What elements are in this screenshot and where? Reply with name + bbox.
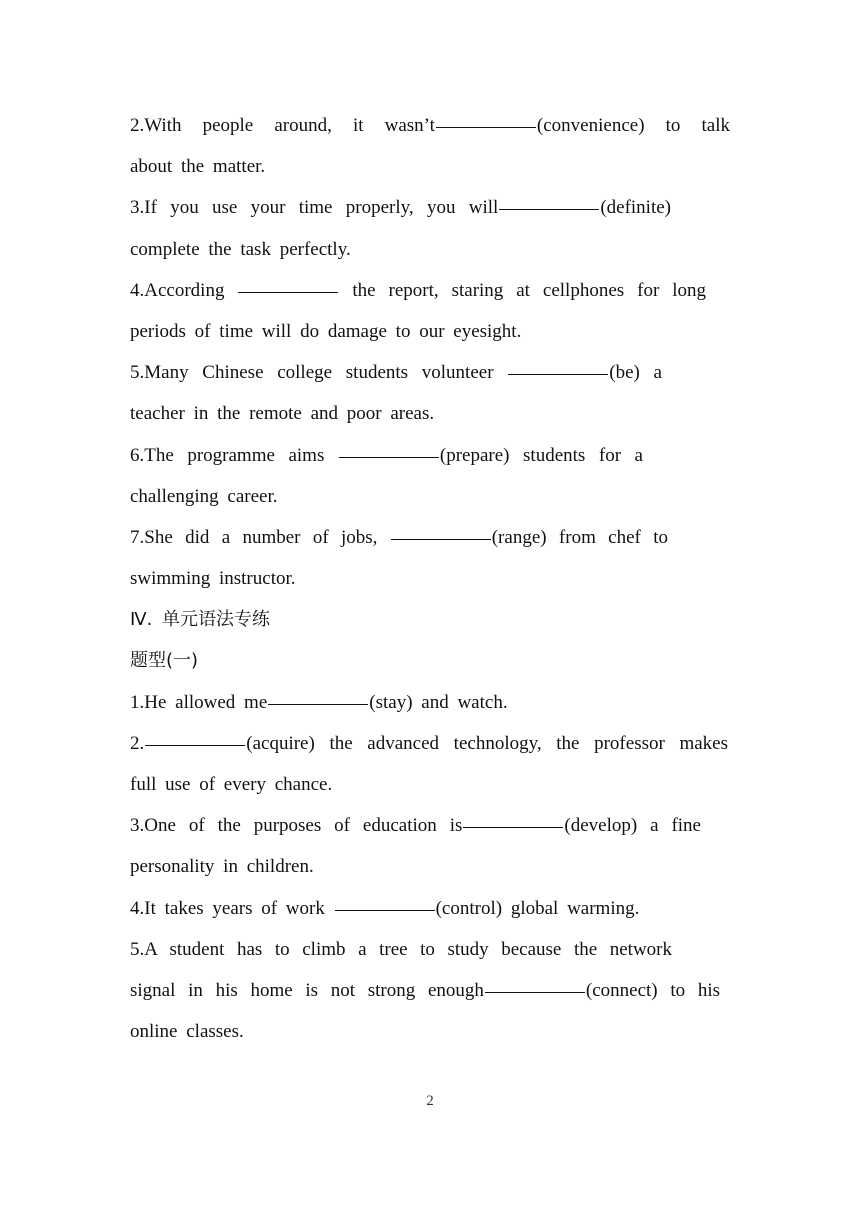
page-number: 2 [426, 1093, 434, 1109]
exercise-line: teacher in the remote and poor areas. [130, 403, 435, 425]
exercise-line: online classes. [130, 1021, 244, 1043]
exercise-item [130, 682, 730, 723]
answer-blank[interactable] [339, 456, 439, 458]
exercise-line: challenging career. [130, 485, 278, 507]
section-heading: Ⅳ. 单元语法专练 [130, 609, 271, 631]
exercise-line: personality in children. [130, 856, 314, 878]
answer-blank[interactable] [391, 538, 491, 540]
answer-blank[interactable] [268, 703, 368, 705]
answer-blank[interactable] [499, 208, 599, 210]
exercise-line: 7.She did a number of jobs, (range) from chef to [130, 526, 668, 548]
exercise-line: periods of time will do damage to our eyesight. [130, 320, 522, 342]
exercise-item [130, 805, 730, 887]
exercise-line: 2. (acquire) the advanced technology, the professor makes [130, 732, 728, 754]
exercise-line: 1.He allowed me (stay) and watch. [130, 691, 508, 713]
exercise-line: 2.With people around, it wasn’t (convenience) to talk [130, 115, 730, 136]
exercise-line: 5.A student has to climb a tree to study because the network [130, 938, 672, 960]
exercise-item [130, 270, 730, 352]
answer-blank[interactable] [238, 291, 338, 293]
exercise-line: 4.It takes years of work (control) global warming. [130, 897, 640, 919]
section-subheading: 题型(一) [130, 650, 199, 672]
exercise-item [130, 888, 730, 929]
answer-blank[interactable] [463, 826, 563, 828]
exercise-line: signal in his home is not strong enough (connect) to his [130, 979, 721, 1001]
answer-blank[interactable] [335, 909, 435, 911]
answer-blank[interactable] [485, 991, 585, 993]
exercise-line: 5.Many Chinese college students volunteer (be) a [130, 362, 662, 384]
exercise-item [130, 105, 730, 187]
exercise-item [130, 517, 730, 599]
exercise-line: swimming instructor. [130, 568, 296, 590]
exercise-line: 4.According the report, staring at cellphones for long [130, 279, 707, 301]
exercise-line: about the matter. [130, 156, 266, 178]
exercise-item [130, 187, 730, 269]
exercise-content [130, 105, 730, 1052]
answer-blank[interactable] [436, 126, 536, 128]
exercise-line: 3.One of the purposes of education is (develop) a fine [130, 815, 701, 837]
exercise-item [130, 929, 730, 1053]
exercise-line: full use of every chance. [130, 774, 333, 795]
exercise-line: 3.If you use your time properly, you will (definite) [130, 197, 671, 219]
exercise-item [130, 435, 730, 517]
answer-blank[interactable] [145, 744, 245, 746]
exercise-item [130, 723, 730, 805]
exercise-line: 6.The programme aims (prepare) students for a [130, 444, 643, 466]
answer-blank[interactable] [508, 373, 608, 375]
exercise-item [130, 352, 730, 434]
exercise-line: complete the task perfectly. [130, 238, 351, 260]
